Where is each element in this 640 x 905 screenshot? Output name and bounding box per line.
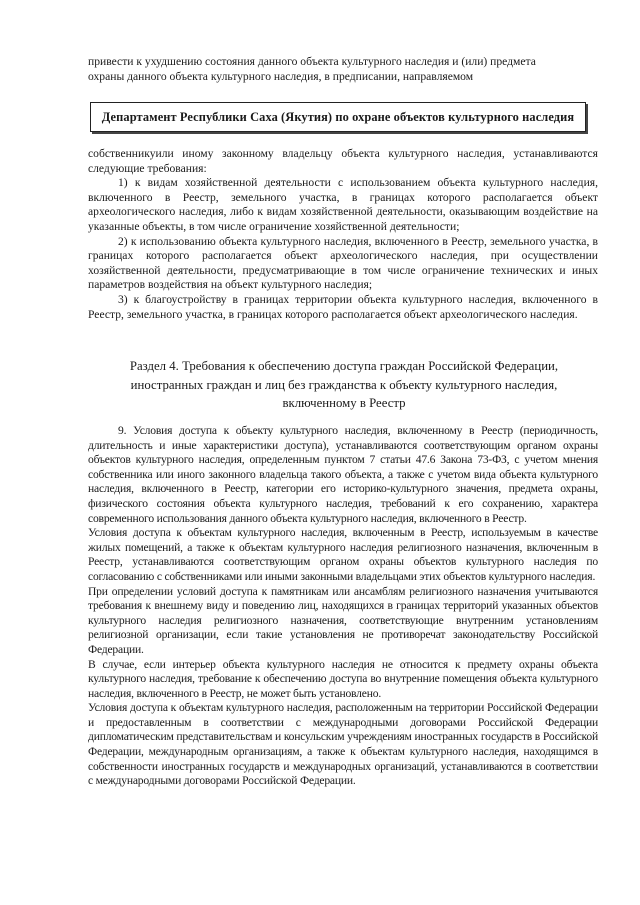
continuation-text [88,55,598,84]
stamp-text: Департамент Республики Саха (Якутия) по охране объектов культурного наследия [101,109,575,124]
list-item: 2) к использованию объекта культурного наследия, включенного в Реестр, земельного участка, в границах которого располагается объект археологического наследия, при осуществлении хозяйственной деятельности, предусматривающие в том числе ограничение технических и иных параметров воздействия на объект культурного наследия; [88,234,598,292]
paragraph-9: 9. Условия доступа к объекту культурного наследия, включенному в Реестр (периодичность, длительность и иные характеристики доступа), устанавливаются соответствующим органом охраны объектов культурного наследия, определенным пунктом 7 статьи 47.6 Закона 73-ФЗ, с учетом мнения собственника или иного законного владельца такого объекта, а также с учетом вида объекта культурного наследия, включенного в Реестр, категории его историко-культурного значения, предмета охраны, физического состояния объекта культурного наследия, требований к его сохранению, характера современного использования данного объекта культурного наследия, включенного в Реестр. [88,424,598,525]
access-conditions-block [88,424,598,789]
list-item: 3) к благоустройству в границах территории объекта культурного наследия, включенного в Реестр, земельного участка, в границах которого располагается объект археологического наследия. [88,292,598,321]
paragraph: Условия доступа к объектам культурного наследия, расположенным на территории Российской Федерации и предоставленным в соответствии с международными договорами Российской Федерации дипломатическим представительствам и консульским учреждениям иностранных государств в Российской Федерации, международным организациям, а также к объектам культурного наследия, находящимся в собственности иностранных государств и международных организаций, устанавливаются в соответствии с международными договорами Российской Федерации. [88,701,598,788]
paragraph: собственникуили иному законному владельцу объекта культурного наследия, устанавливаются следующие требования: [88,147,598,175]
section-heading [100,357,588,413]
requirements-block [88,147,598,322]
text-line: охраны данного объекта культурного наследия, в предписании, направляемом [88,69,474,83]
paragraph: Условия доступа к объектам культурного наследия, включенным в Реестр, используемым в качестве жилых помещений, а также к объектам культурного наследия религиозного назначения, включенным в Реестр, устанавливаются соответствующим органом охраны объектов культурного наследия по согласованию с собственниками или иными законными владельцами этих объектов культурного наследия. [88,526,598,583]
department-stamp [90,102,586,132]
paragraph: В случае, если интерьер объекта культурного наследия не относится к предмету охраны объекта культурного наследия, требование к обеспечению доступа во внутренние помещения объекта культурного наследия, включенного в Реестр, не может быть установлено. [88,657,598,700]
paragraph: При определении условий доступа к памятникам или ансамблям религиозного назначения учитываются требования к внешнему виду и поведению лиц, находящихся в границах территорий указанных объектов культурного наследия религиозного назначения, соответствующие внутренним установлениям религиозной организации, если такие установления не противоречат законодательству Российской Федерации. [88,584,598,656]
list-item: 1) к видам хозяйственной деятельности с использованием объекта культурного наследия, включенного в Реестр, земельного участка, в границах которого располагается объект археологического наследия, либо к видам хозяйственной деятельности, оказывающим воздействие на указанные объекты, в том числе ограничение хозяйственной деятельности; [88,176,598,233]
section-heading-line: иностранных граждан и лиц без гражданства к объекту культурного наследия, [130,377,558,392]
section-heading-line: Раздел 4. Требования к обеспечению доступа граждан Российской Федерации, [129,359,559,373]
section-heading-line: включенному в Реестр [282,396,406,411]
text-line: привести к ухудшению состояния данного объекта культурного наследия и (или) предмета [88,55,536,68]
